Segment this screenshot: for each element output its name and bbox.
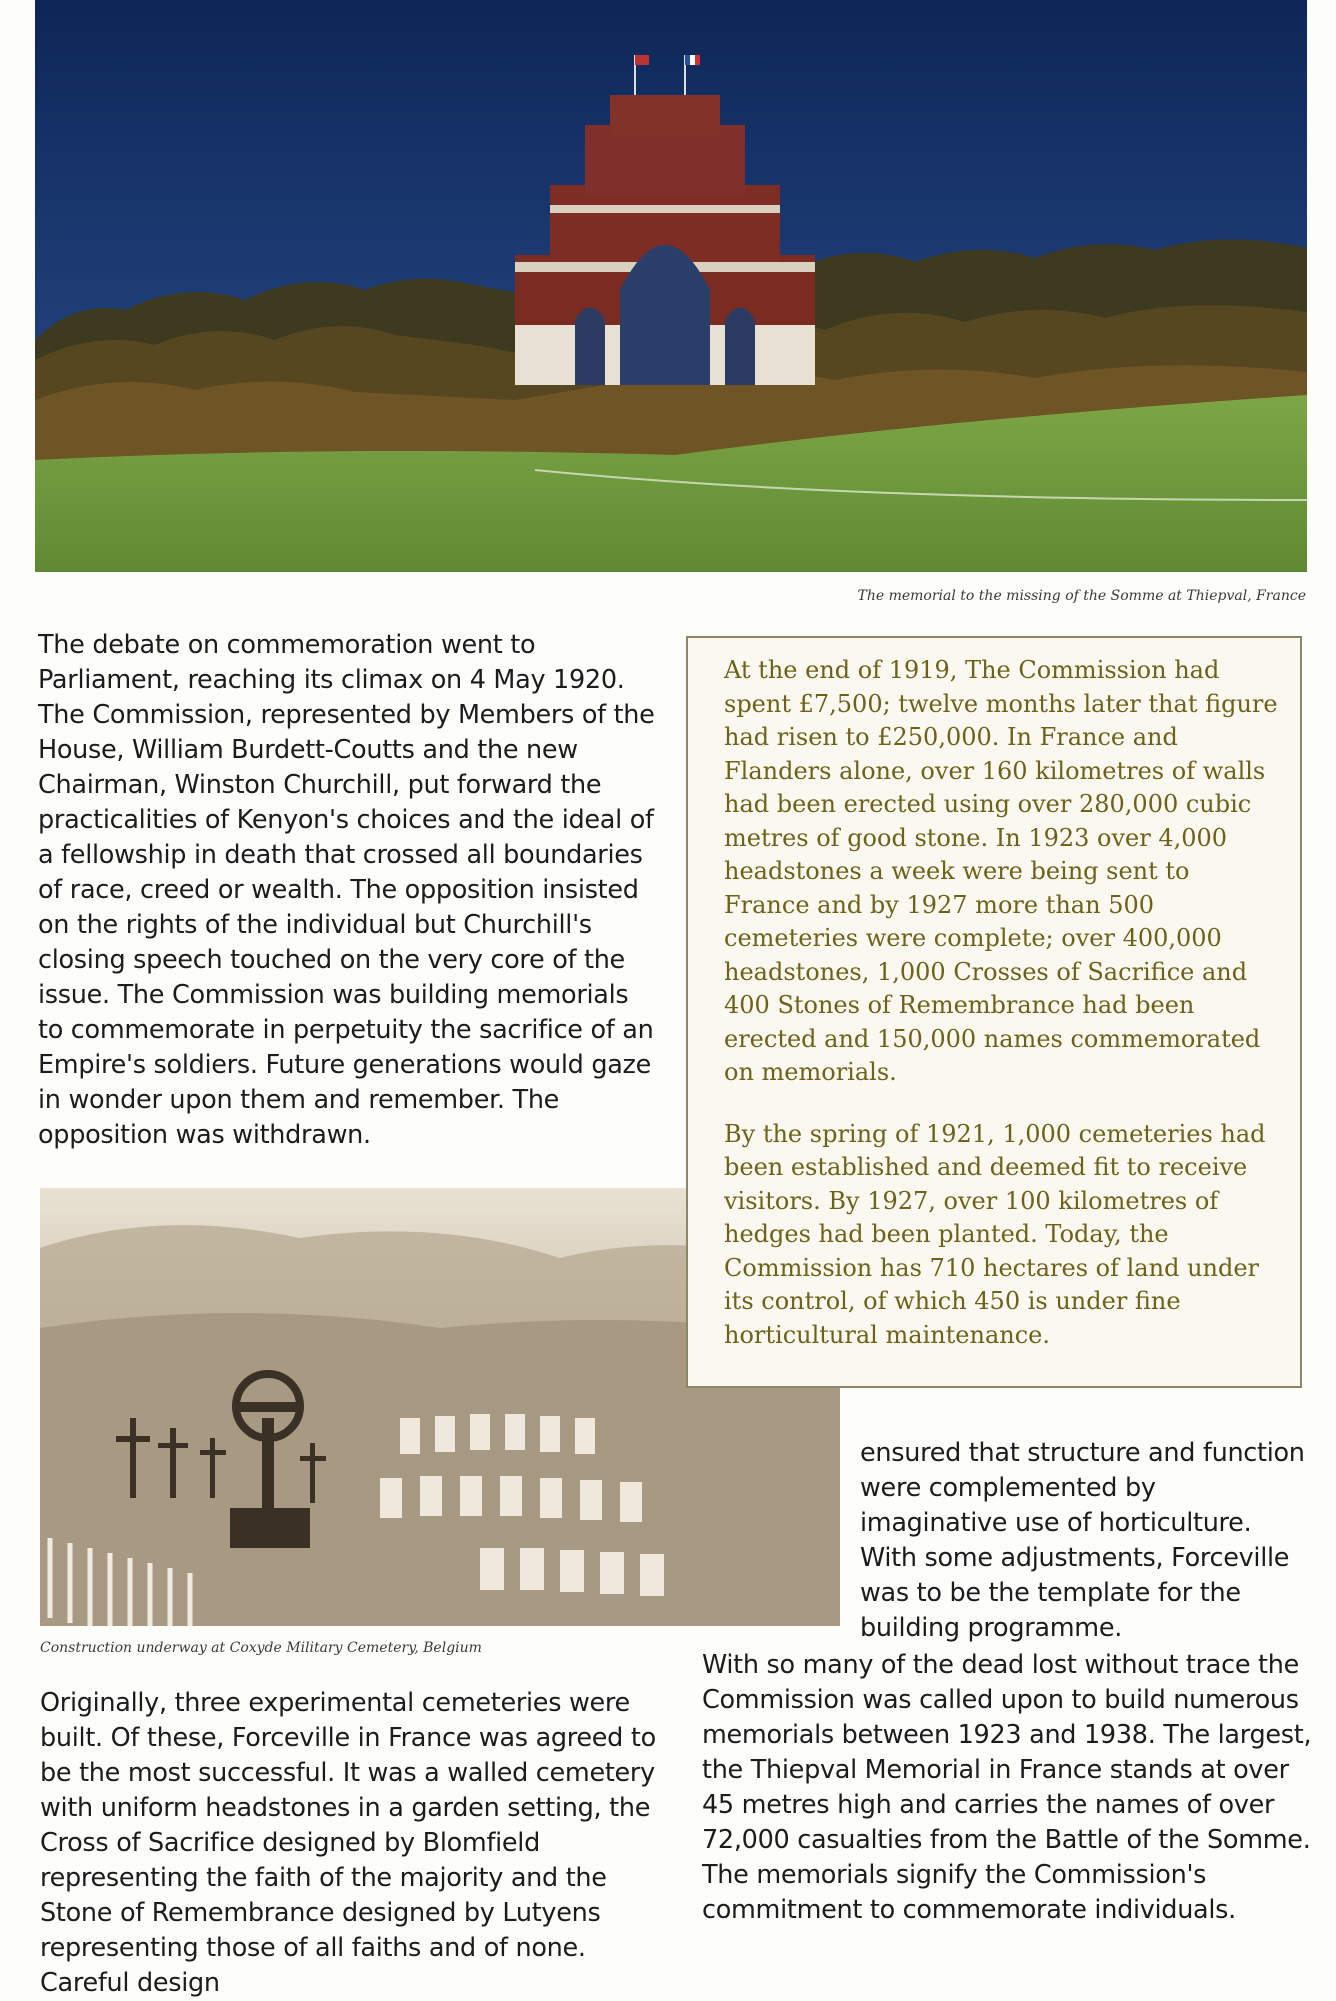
paragraph-memorials: With so many of the dead lost without trace the Commission was called upon to build numerous memorials between 1923 and 1938. The largest, the Thiepval Memorial in France stands at over 45 metres high and carries the names of over 72,000 casualties from the Battle of the Somme. The memorials signify the Commission's commitment to commemorate individuals. bbox=[702, 1650, 1312, 1925]
paragraph-horticulture: ensured that structure and function were complemented by imaginative use of horticulture. With some adjustments, Forceville was to be the template for the building programme. bbox=[860, 1438, 1305, 1643]
paragraph-experimental-cemeteries: Originally, three experimental cemeteries were built. Of these, Forceville in France was agreed to be the most successful. It was a walled cemetery with uniform headstones in a garden setting, the Cross of Sacrifice designed by Blomfield representing the faith of the majority and the Stone of Remembrance designed by Lutyens representing those of all faiths and of none. Careful design bbox=[40, 1688, 656, 1998]
hero-caption: The memorial to the missing of the Somme at Thiepval, France bbox=[857, 588, 1306, 604]
statistics-paragraph-1: At the end of 1919, The Commission had spent £7,500; twelve months later that figure had risen to £250,000. In France and Flanders alone, over 160 kilometres of walls had been erected using over 280,000 cubic metres of good stone. In 1923 over 4,000 headstones a week were being sent to France and by 1927 more than 500 cemeteries were complete; over 400,000 headstones, 1,000 Crosses of Sacrifice and 400 Stones of Remembrance had been erected and 150,000 names commemorated on memorials. bbox=[724, 656, 1278, 1086]
statistics-box bbox=[686, 636, 1302, 1388]
thiepval-memorial-photo bbox=[35, 0, 1307, 572]
paragraph-debate: The debate on commemoration went to Parliament, reaching its climax on 4 May 1920. The Commission, represented by Members of the House, William Burdett-Coutts and the new Chairman, Winston Churchill, put forward the practicalities of Kenyon's choices and the ideal of a fellowship in death that crossed all boundaries of race, creed or wealth. The opposition insisted on the rights of the individual but Churchill's closing speech touched on the very core of the issue. The Commission was building memorials to commemorate in perpetuity the sacrifice of an Empire's soldiers. Future generations would gaze in wonder upon them and remember. The opposition was withdrawn. bbox=[38, 630, 655, 1150]
cemetery-caption: Construction underway at Coxyde Military Cemetery, Belgium bbox=[40, 1640, 482, 1656]
statistics-paragraph-2: By the spring of 1921, 1,000 cemeteries had been established and deemed fit to receive visitors. By 1927, over 100 kilometres of hedges had been planted. Today, the Commission has 710 hectares of land under its control, of which 450 is under fine horticultural maintenance. bbox=[724, 1119, 1266, 1349]
